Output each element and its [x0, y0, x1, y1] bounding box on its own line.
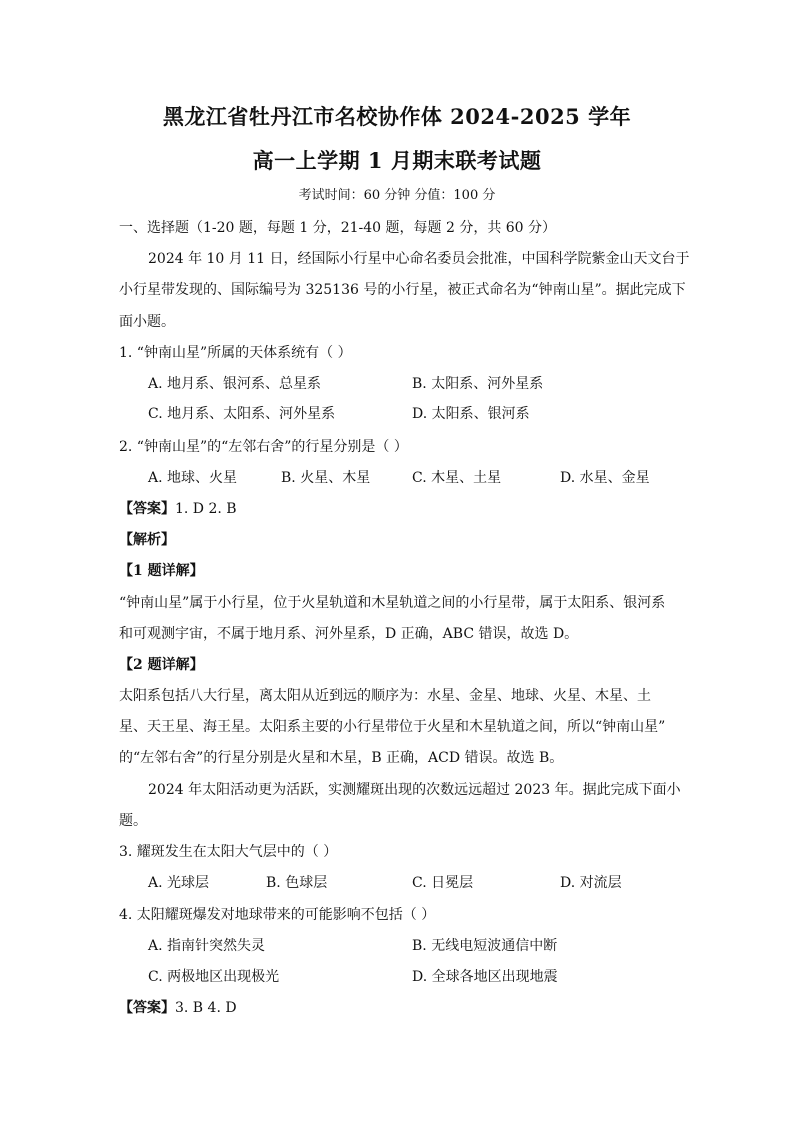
passage2-line1: 2024 年太阳活动更为活跃，实测耀斑出现的次数远远超过 2023 年。据此完成下面小 [148, 782, 681, 798]
question-1-option-d: D. 太阳系、银河系 [412, 406, 530, 422]
question-3-option-b: B. 色球层 [266, 875, 328, 891]
question-1-option-b: B. 太阳系、河外星系 [412, 376, 544, 392]
page-title-line2: 高一上学期 1 月期末联考试题 [252, 148, 542, 173]
section-heading: 一、选择题（1-20 题，每题 1 分，21-40 题，每题 2 分，共 60 分） [119, 220, 557, 236]
question-1-option-a: A. 地月系、银河系、总星系 [148, 376, 322, 392]
detail-2-line1: 太阳系包括八大行星，离太阳从近到远的顺序为：水星、金星、地球、火星、木星、土 [119, 688, 651, 704]
passage2-line2: 题。 [119, 813, 147, 829]
question-1-stem: 1. “钟南山星”所属的天体系统有（ ） [119, 345, 352, 361]
detail-2-line3: 的“左邻右舍”的行星分别是火星和木星，B 正确，ACD 错误。故选 B。 [119, 750, 564, 766]
answer-values: 3. B 4. D [175, 1000, 237, 1016]
answer-label: 【答案】 [119, 1000, 175, 1016]
passage1-line1: 2024 年 10 月 11 日，经国际小行星中心命名委员会批准，中国科学院紫金山天文台于 [148, 251, 690, 267]
detail-2-line2: 星、天王星、海王星。太阳系主要的小行星带位于火星和木星轨道之间，所以“钟南山星” [119, 719, 666, 735]
answer-line-2 [119, 999, 237, 1017]
question-2-option-c: C. 木星、土星 [412, 470, 502, 486]
question-3-option-a: A. 光球层 [148, 875, 210, 891]
page-title-line1: 黑龙江省牡丹江市名校协作体 2024-2025 学年 [162, 104, 632, 129]
analysis-label: 【解析】 [119, 532, 175, 548]
answer-line-1 [119, 500, 237, 518]
passage1-line2: 小行星带发现的、国际编号为 325136 号的小行星，被正式命名为“钟南山星”。据此完成下 [119, 282, 686, 298]
question-4-option-d: D. 全球各地区出现地震 [412, 969, 558, 985]
question-3-stem: 3. 耀斑发生在太阳大气层中的（ ） [119, 844, 338, 860]
question-3-option-d: D. 对流层 [560, 875, 622, 891]
question-2-option-a: A. 地球、火星 [148, 470, 238, 486]
question-2-stem: 2. “钟南山星”的“左邻右舍”的行星分别是（ ） [119, 439, 408, 455]
answer-values: 1. D 2. B [175, 501, 237, 517]
detail-1-line2: 和可观测宇宙，不属于地月系、河外星系，D 正确，ABC 错误，故选 D。 [119, 626, 579, 642]
question-4-option-a: A. 指南针突然失灵 [148, 938, 266, 954]
question-3-option-c: C. 日冕层 [412, 875, 474, 891]
question-1-option-c: C. 地月系、太阳系、河外星系 [148, 406, 336, 422]
question-4-option-b: B. 无线电短波通信中断 [412, 938, 558, 954]
question-4-option-c: C. 两极地区出现极光 [148, 969, 280, 985]
question-2-option-b: B. 火星、木星 [281, 470, 371, 486]
passage1-line3: 面小题。 [119, 314, 175, 330]
detail-1-label: 【1 题详解】 [119, 563, 204, 579]
question-2-option-d: D. 水星、金星 [560, 470, 650, 486]
exam-info: 考试时间：60 分钟 分值：100 分 [298, 188, 496, 203]
question-4-stem: 4. 太阳耀斑爆发对地球带来的可能影响不包括（ ） [119, 907, 436, 923]
answer-label: 【答案】 [119, 501, 175, 517]
detail-1-line1: “钟南山星”属于小行星，位于火星轨道和木星轨道之间的小行星带，属于太阳系、银河系 [119, 595, 666, 611]
detail-2-label: 【2 题详解】 [119, 657, 204, 673]
